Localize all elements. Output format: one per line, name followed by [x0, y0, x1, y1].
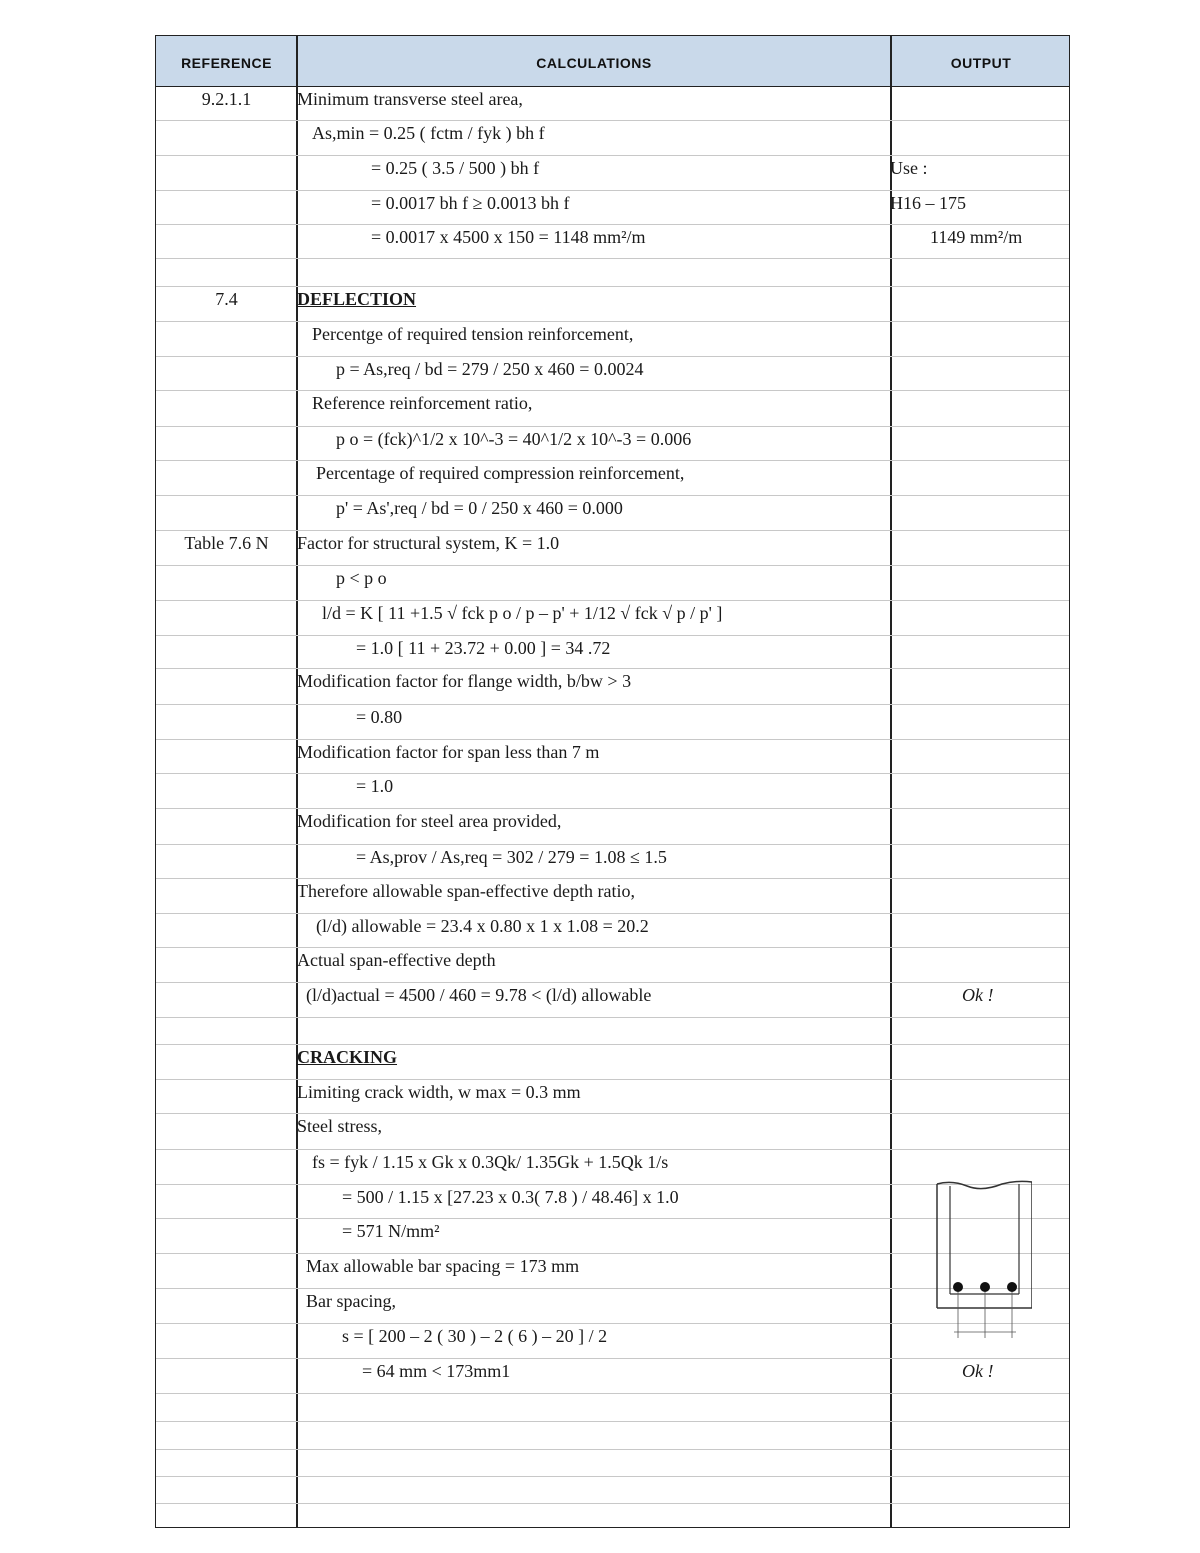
grid-line — [156, 1449, 1069, 1450]
table-row — [156, 319, 1069, 349]
grid-line — [156, 258, 1069, 259]
calculation-cell: Modification for steel area provided, — [297, 811, 562, 831]
calculation-cell: p' = As',req / bd = 0 / 250 x 460 = 0.000 — [336, 498, 623, 518]
table-row — [156, 1042, 1069, 1072]
reference-cell: Table 7.6 N — [184, 533, 269, 553]
calculation-cell: p o = (fck)^1/2 x 10^-3 = 40^1/2 x 10^-3 = 0.006 — [336, 429, 692, 449]
calculation-cell: Bar spacing, — [306, 1291, 396, 1311]
calculation-cell: p = As,req / bd = 279 / 250 x 460 = 0.0024 — [336, 359, 644, 379]
grid-line — [156, 1017, 1069, 1018]
calculation-cell: Percentage of required compression reinforcement, — [316, 463, 685, 483]
calculation-cell: Max allowable bar spacing = 173 mm — [306, 1256, 580, 1276]
table-row — [156, 1077, 1069, 1107]
beam-section-figure — [932, 1176, 1032, 1346]
calculation-cell: Modification factor for flange width, b/bw > 3 — [297, 671, 632, 691]
calculation-cell: = 571 N/mm² — [342, 1221, 440, 1241]
calculation-cell: (l/d) allowable = 23.4 x 0.80 x 1 x 1.08 = 20.2 — [316, 916, 649, 936]
calculation-cell: DEFLECTION — [297, 289, 417, 309]
table-row — [156, 771, 1069, 801]
calculation-cell: s = [ 200 – 2 ( 30 ) – 2 ( 6 ) – 20 ] / 2 — [342, 1326, 608, 1346]
table-row — [156, 876, 1069, 906]
table-row — [156, 1356, 1069, 1386]
header-reference: REFERENCE — [181, 55, 272, 71]
output-cell: H16 – 175 — [890, 193, 966, 213]
table-row — [156, 1111, 1069, 1141]
calculation-cell: = 1.0 — [356, 776, 394, 796]
reference-cell: 9.2.1.1 — [201, 89, 252, 109]
calculation-cell: Modification factor for span less than 7 m — [297, 742, 600, 762]
grid-line — [156, 1421, 1069, 1422]
calculation-cell: CRACKING — [297, 1047, 398, 1067]
calculation-cell: Actual span-effective depth — [297, 950, 496, 970]
calculation-cell: (l/d)actual = 4500 / 460 = 9.78 < (l/d) allowable — [306, 985, 652, 1005]
output-cell: Use : — [890, 158, 928, 178]
grid-line — [156, 1503, 1069, 1504]
calculation-cell: = 0.0017 bh f ≥ 0.0013 bh f — [371, 193, 570, 213]
table-row — [156, 493, 1069, 523]
table-header — [156, 36, 1069, 87]
table-row — [156, 388, 1069, 418]
calculation-cell: Percentge of required tension reinforcement, — [312, 324, 634, 344]
table-row — [156, 806, 1069, 836]
calculation-cell: = 64 mm < 173mm1 — [362, 1361, 511, 1381]
calculation-cell: = 0.25 ( 3.5 / 500 ) bh f — [371, 158, 540, 178]
header-calculations: CALCULATIONS — [536, 55, 652, 71]
output-cell: Ok ! — [962, 1361, 994, 1381]
table-row — [156, 563, 1069, 593]
table-row — [156, 945, 1069, 975]
calculation-cell: Steel stress, — [297, 1116, 382, 1136]
calculation-cell: Reference reinforcement ratio, — [312, 393, 533, 413]
calculation-cell: Minimum transverse steel area, — [297, 89, 523, 109]
table-row — [156, 633, 1069, 663]
reference-cell: 7.4 — [215, 289, 238, 309]
calculation-cell: Therefore allowable span-effective depth ratio, — [297, 881, 636, 901]
table-row — [156, 84, 1069, 114]
table-row — [156, 284, 1069, 314]
table-row — [156, 222, 1069, 252]
grid-line — [156, 1393, 1069, 1394]
table-row — [156, 424, 1069, 454]
calculation-cell: fs = fyk / 1.15 x Gk x 0.3Qk/ 1.35Gk + 1.5Qk 1/s — [312, 1152, 669, 1172]
table-row — [156, 598, 1069, 628]
table-row — [156, 1147, 1069, 1177]
calculation-cell: = 0.80 — [356, 707, 403, 727]
calculation-cell: = 0.0017 x 4500 x 150 = 1148 mm²/m — [371, 227, 646, 247]
calculation-sheet — [155, 35, 1070, 1528]
calculation-cell: = As,prov / As,req = 302 / 279 = 1.08 ≤ 1.5 — [356, 847, 667, 867]
table-row — [156, 911, 1069, 941]
table-row — [156, 666, 1069, 696]
calculation-cell: = 1.0 [ 11 + 23.72 + 0.00 ] = 34 .72 — [356, 638, 611, 658]
table-row — [156, 458, 1069, 488]
table-row — [156, 188, 1069, 218]
output-cell: 1149 mm²/m — [930, 227, 1023, 247]
calculation-cell: Factor for structural system, K = 1.0 — [297, 533, 560, 553]
calculation-cell: As,min = 0.25 ( fctm / fyk ) bh f — [312, 123, 545, 143]
calculation-cell: Limiting crack width, w max = 0.3 mm — [297, 1082, 581, 1102]
calculation-cell: l/d = K [ 11 +1.5 √ fck p o / p – p' + 1/12 √ fck √ p / p' ] — [322, 603, 723, 623]
table-row — [156, 702, 1069, 732]
calculation-cell: = 500 / 1.15 x [27.23 x 0.3( 7.8 ) / 48.46] x 1.0 — [342, 1187, 679, 1207]
output-cell: Ok ! — [962, 985, 994, 1005]
table-row — [156, 153, 1069, 183]
table-row — [156, 118, 1069, 148]
table-row — [156, 842, 1069, 872]
table-row — [156, 528, 1069, 558]
table-row — [156, 354, 1069, 384]
table-row — [156, 980, 1069, 1010]
grid-line — [156, 1476, 1069, 1477]
header-output: OUTPUT — [950, 55, 1012, 71]
calculation-cell: p < p o — [336, 568, 387, 588]
table-row — [156, 737, 1069, 767]
